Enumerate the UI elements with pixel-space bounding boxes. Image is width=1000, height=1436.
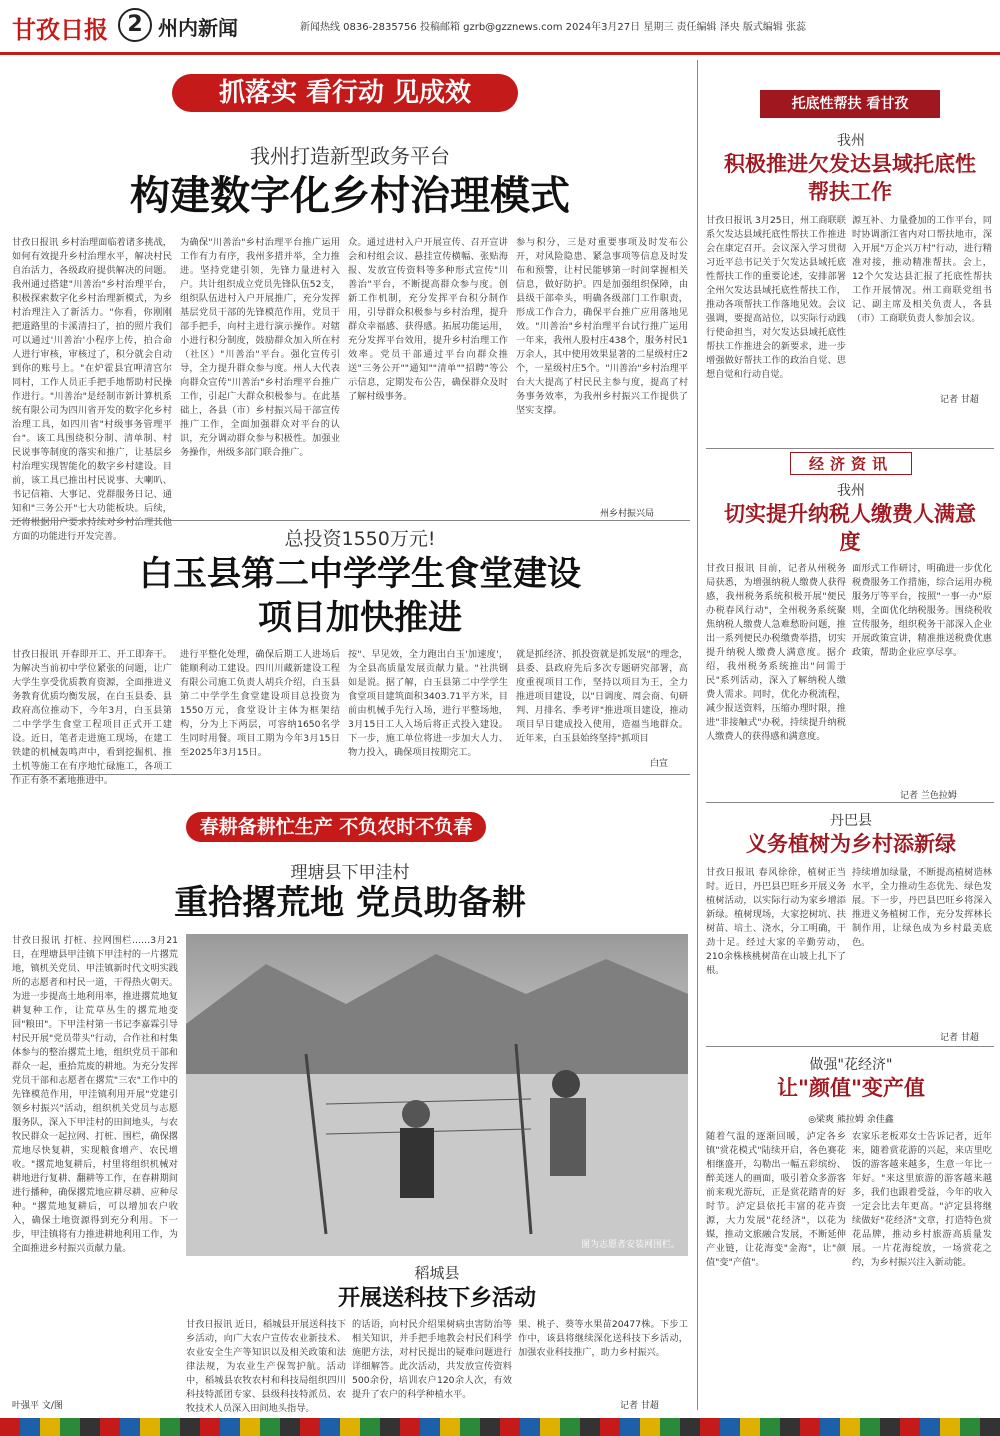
photo-caption: 图为志愿者安装网围栏。 [580, 1240, 680, 1250]
bottom-color-bar [0, 1418, 1000, 1436]
article4-col2: 的话语，向村民介绍果树病虫害防治等相关知识，并手把手地教会村民们科学施肥方法，对村民提出的疑难问题进行详细解答。此次活动，共发放宣传资料500余份，培训农户120余人次，有效提升了农户的科学种植水平。 [352, 1319, 512, 1400]
section-title: 州内新闻 [158, 16, 238, 40]
section-banner-1: 抓落实 看行动 见成效 [172, 74, 518, 112]
paper-logo: 甘孜日报 [12, 15, 108, 44]
r4-col1: 随着气温的逐渐回暖，泸定各乡镇"赏花模式"陆续开启，各色赛花相继盛开，勾勒出一幅五彩缤纷、醉美迷人的画面，吸引着众多游客前来观光游玩，正是赏花踏青的好时节。泸定县依托丰富的花卉资源，大力发展"花经济"，以花为媒，推动文旅融合发展，不断延伸产业链，让花海变"金海"，让"颜值"变"产值"。 [706, 1131, 846, 1268]
article4-source: 记者 甘超 [620, 1401, 659, 1411]
masthead [0, 0, 1000, 55]
r3-col1: 甘孜日报讯 春风徐徐，植树正当时。近日，丹巴县巴旺乡开展义务植树活动，以实际行动为家乡增添新绿。植树现场，大家挖树坑、扶树苗、培土、浇水，分工明确，干劲十足。经过大家的辛勤劳动，210余株核桃树苗在山坡上扎下了根。 [706, 867, 846, 976]
r3-subtitle: 丹巴县 [830, 813, 872, 829]
article4-title: 开展送科技下乡活动 [337, 1285, 536, 1311]
r2-title: 切实提升纳税人缴费人满意度 [724, 501, 976, 554]
article1-col2: 为确保"川善治"乡村治理平台推广运用工作有力有序，我州多措并举，全力推进。坚持党建引领，先锋力量进村入户。共计组织成立党员先锋队伍52支，组织队伍进村入户开展推广，充分发挥基层党员干部的先锋模范作用，党员干部手把手，向村主进行演示操作。对辖小进行积分制度，鼓励群众加入所在村（社区）"川善治"平台。强化宣传引导，全力提升群众参与度。州人大代表向群众宣传"川善治"乡村治理平台推广工作，引起广大群众积极参与。在此基础上，各县（市）乡村振兴局干部宣传推广工作，全面加强群众对平台的认识，充分调动群众参与积极性。加强业务操作，州级多部门联合推广。 [180, 237, 340, 458]
article2-title: 白玉县第二中学学生食堂建设项目加快推进 [139, 554, 581, 638]
divider [10, 774, 690, 775]
r2-subtitle: 我州 [837, 483, 865, 499]
article3-title: 重拾撂荒地 党员助备耕 [174, 883, 526, 923]
divider [706, 802, 994, 803]
section-banner-2: 春耕备耕忙生产 不负农时不负春 [186, 812, 486, 842]
article1-title: 构建数字化乡村治理模式 [130, 172, 570, 219]
r4-subtitle: 做强"花经济" [809, 1057, 893, 1073]
article2-col2: 进行平整化处理，确保后期工人进场后能顺利动工建设。四川川藏新建设工程有限公司施工负责人胡兵介绍，白玉县第二中学学生食堂建设项目总投资为1550万元，食堂设计主体为框架结构，分为上下两层，可容纳1650名学生同时用餐。项目工期为今年3月15日至2025年3月15日。 [180, 649, 340, 758]
news-photo [186, 934, 688, 1256]
article1-col1: 甘孜日报讯 乡村治理面临着诸多挑战，如何有效提升乡村治理水平，解决村民自治活力，各级政府提供解决的问题。我州通过搭建"川善治"乡村治理平台，积极探索数字化乡村治理新模式，为乡村治理注入了新活力。"你看，你刚刚把道路里的卡溪清扫了，拍的照片我们可以通过'川善治'小程序上传，拍合命人进行审核，审核过了，积分就会自动到你的账号上。"在炉霍县宜呷清宫尔同村，工作人员正手把手地帮助村民操作进行。"川善治"是经制市新计算机系统有限公司为四川省开发的数字化乡村治理工具，如四川省"村级事务管理平台"。该工具围绕积分制、清单制、村民说事等制度的落实和推广，让基层乡村治理实现智能化的数字乡村建设。目前，该工具已推出村民说事、大喇叭、书记信箱、大事记、党群服务日记、通知和"三务公开"七大功能板块。后续，还将根据用户要求持续对乡村治理其他方面的功能进行开发完善。 [12, 237, 172, 542]
r4-title: 让"颜值"变产值 [777, 1075, 925, 1100]
article4-subtitle: 稻城县 [414, 1264, 460, 1282]
article3-source: 叶强平 文/图 [12, 1401, 63, 1411]
r1-source: 记者 甘超 [940, 395, 979, 405]
article2-col1: 甘孜日报讯 开春即开工、开工即奔干。为解决当前初中学位紧张的问题，让广大学生享受优质教育资源，全面推进义务教育优质均衡发展，在白玉县委、县政府高位推动下，今年3月，白玉县第二中学学生食堂工程项目正式开工建设。近日，笔者走进施工现场，在建工铁建的机械轰鸣声中，看到挖掘机、推土机等施工在有序地忙碌施工，各项工作正有条不紊地推进中。 [12, 649, 172, 786]
r2-col2: 面形式工作研讨，明确进一步优化税费服务工作措施，综合运用办税服务厅等平台，按照"一事一办"原则，全面优化纳税服务。围绕税收宣传服务，组织税务干部深入企业开展政策宣讲，精准推送税费优惠政策，帮助企业应享尽享。 [852, 563, 992, 658]
r3-source: 记者 甘超 [940, 1033, 979, 1043]
article2-source: 白宣 [650, 759, 669, 769]
r3-col2: 持续增加绿量，不断提高植树造林水平，全力推动生态优先、绿色发展。下一步，丹巴县巴旺乡将深入推进义务植树工作，充分发挥林长制作用，让绿色成为乡村最美底色。 [852, 867, 992, 948]
divider [706, 1046, 994, 1047]
article4-col3: 果、桃子、葵等水果苗20477株。下步工作中，该县将继续深化送科技下乡活动，加强农业科技推广，助力乡村振兴。 [518, 1319, 688, 1358]
divider [706, 448, 994, 449]
header-meta: 新闻热线 0836-2835756 投稿邮箱 gzrb@gzznews.com 2024年3月27日 星期三 责任编辑 泽央 版式编辑 张蕊 [300, 22, 807, 33]
r1-col1: 甘孜日报讯 3月25日，州工商联联系欠发达县域托底性帮扶工作推进会在康定召开。会议深入学习贯彻习近平总书记关于欠发达县域托底性帮扶工作的重要论述，安排部署全州欠发达县域托底性帮扶工作，推动各项帮扶工作落地见效。会议强调，要提高站位，以实际行动践行使命担当，对欠发达县域托底性帮扶工作推进会的新要求，进一步增强做好帮扶工作的政治自觉、思想自觉和行动自觉。 [706, 215, 846, 380]
article2-subtitle: 总投资1550万元! [284, 528, 436, 550]
article2-col3: 按"、早见效，全力跑出白玉'加速度'，为全县高质量发展贡献力量。"社洪钢如是说。据了解，白玉县第二中学学生食堂项目建筑面积3403.71平方米，目前由机械手先行入场，进行平整场地，3月15日工人入场后将正式投入建设。下一步，施工单位将进一步加大人力、物力投入，确保项目按期完工。 [348, 649, 508, 758]
r1-col2: 源互补、力量叠加的工作平台，同时协调浙江省内对口帮扶地市，深入开展"万企兴万村"行动，进行精准对接，推动精准帮扶。会上，12个欠发达县汇报了托底性帮扶工作开展情况。州工商联党组书记、副主席及相关负责人，各县（市）工商联负责人参加会议。 [852, 215, 992, 324]
r2-source: 记者 兰色拉姆 [900, 791, 957, 801]
photo-scene-illustration [186, 934, 688, 1256]
r4-col2: 农家乐老板邓女士告诉记者，近年来，随着赏花游的兴起，来店里吃饭的游客越来越多，生意一年比一年好。"来这里旅游的游客越来越多，我们也跟着受益，今年的收入一定会比去年更高。"泸定县将继续做好"花经济"文章，打造特色赏花品牌，推动乡村旅游高质量发展。一片花海绽放，一场赏花之约，为乡村振兴注入新动能。 [852, 1131, 992, 1268]
column-divider [697, 60, 698, 1410]
article3-col1: 甘孜日报讯 打桩、拉网围栏……3月21日，在理塘县甲洼镇下甲洼村的一片撂荒地，镇机关党员、甲洼镇新时代文明实践所的志愿者和村民一道，干得热火朝天。为进一步提高土地利用率，推进撂荒地复耕复种工作，让荒草丛生的撂荒地变回"粮田"。下甲洼村第一书记李嘉霖引导村民开展"党员带头"行动，合作社和村集体参与的整治撂荒土地，组织党员干部和群众一起，重拾荒废的耕地。为充分发挥党员干部和志愿者在撂荒"三农"工作中的先锋模范作用，甲洼镇利用开展"党建引领乡村振兴"活动，组织机关党员与志愿服务队，深入下甲洼村的田间地头，与农牧民群众一起拉网、打桩、围栏，确保撂荒地尽快复耕，实现粮食增产、农民增收。"撂荒地复耕后，村里将组织机械对耕地进行复耕、翻耕等工作，在春耕期间进行播种，确保撂荒地应耕尽耕、应种尽种。"撂荒地复耕后，可以增加农户收入，确保土地资源得到充分利用。下一步，甲洼镇将有力推进耕地利用工作，为全面推进乡村振兴贡献力量。 [12, 935, 178, 1254]
article2-col4: 就是抓经济、抓投资就是抓发展"的理念，县委、县政府先后多次专题研究部署，高度重视项目工作，坚持以项目为王，全力推进项目建设，以"日调度、周会商、旬研判、月排名、季考评"推进项目建设，推动项目早日建成投入使用，造福当地群众。近年来，白玉县始终坚持"抓项目 [516, 649, 688, 744]
r1-title: 积极推进欠发达县域托底性帮扶工作 [724, 151, 976, 204]
article1-source: 州乡村振兴局 [600, 509, 655, 519]
article1-col3: 众。通过进村入户开展宣传、召开宣讲会和村组会议、悬挂宣传横幅、张贴海报、发放宣传资料等多种形式宣传"川善治"平台，不断提高群众参与度。创新工作机制，充分发挥平台积分制作用，引导群众积极参与乡村治理，提升群众幸福感、获得感。拓展功能运用，充分发挥平台效用，提升乡村治理工作效率。党员干部通过平台向群众推送"三务公开""通知""清单""招聘"等公示信息，定期发布公告，确保群众及时了解村级事务。 [348, 237, 508, 402]
article3-subtitle: 理塘县下甲洼村 [290, 863, 410, 883]
page-number: 2 [118, 8, 152, 42]
article1-col4: 参与积分，三是对重要事项及时发布公开，对风险隐患、紧急事项等信息及时发布和预警，让村民能够第一时间掌握相关信息，做好防护。四是加强组织保障，由县级干部牵头，明确各级部门工作职责，形成工作合力，确保平台推广应用落地见效。"川善治"乡村治理平台试行推广运用一年来，我州人股村庄438个，服务村民1万余人，其中使用效果显著的二星级村庄2个，一星级村庄5个。"川善治"乡村治理平台大大提高了村民民主参与度，提高了村务事务效率，为我州乡村振兴工作提供了坚实支撑。 [516, 237, 688, 416]
article1-subtitle: 我州打造新型政务平台 [250, 144, 450, 168]
r3-title: 义务植树为乡村添新绿 [746, 831, 956, 856]
article4-col1: 甘孜日报讯 近日，稻城县开展送科技下乡活动，向广大农户宣传农业新技术、农业安全生产等知识以及相关政策和法律法规，为农业生产保驾护航。活动中，稻城县农牧农村和科技局组织四川科技特派团专家、县级科技特派员、农牧技术人员深入田间地头指导。 [186, 1319, 346, 1414]
r1-subtitle: 我州 [837, 133, 865, 149]
econ-header: 经济资讯 [790, 452, 912, 475]
r4-byline: ◎梁爽 熊拉姆 余佳鑫 [808, 1115, 894, 1125]
right-banner: 托底性帮扶 看甘孜 [760, 90, 940, 118]
r2-col1: 甘孜日报讯 目前，记者从州税务局获悉，为增强纳税人缴费人获得感，我州税务系统积极开展"便民办税春风行动"，全州税务系统聚焦纳税人缴费人急难愁盼问题，推出一系列便民办税缴费举措，切实提升纳税人缴费人满意度。据介绍，我州税务系统推出"问需于民"系列活动，深入了解纳税人缴费人需求。同时，优化办税流程，减少报送资料，压缩办理时限，推进"非接触式"办税，持续提升纳税人缴费人的获得感和满意度。 [706, 563, 846, 742]
divider [10, 520, 690, 521]
